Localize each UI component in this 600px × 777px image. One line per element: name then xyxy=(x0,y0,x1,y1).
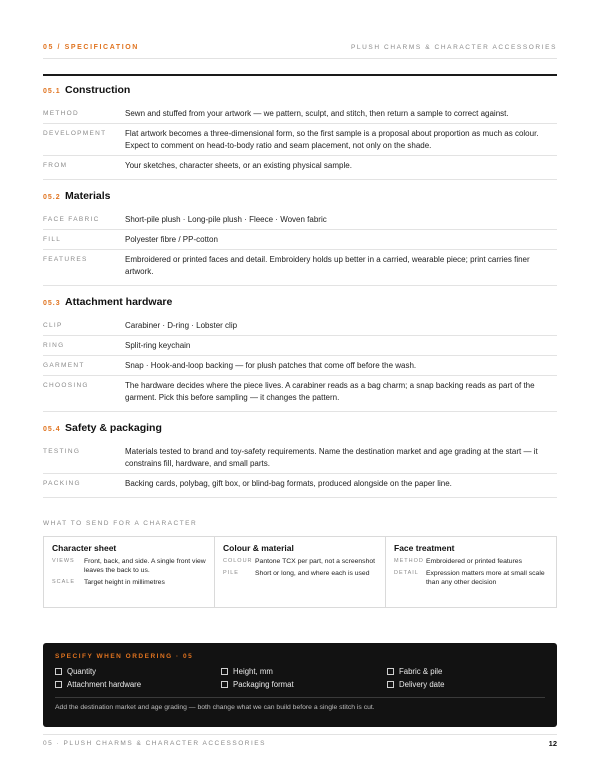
order-divider xyxy=(55,697,545,698)
spec-row xyxy=(43,442,557,473)
section-divider xyxy=(43,497,557,498)
spec-row xyxy=(43,155,557,175)
section-title: Materials xyxy=(65,190,111,202)
what-to-send-label: WHAT TO SEND FOR A CHARACTER xyxy=(43,520,198,527)
spec-key: FROM xyxy=(43,162,68,169)
order-note: Add the destination market and age grading — both change what we can build before a single stitch is cut. xyxy=(55,704,375,711)
section-number: 05.2 xyxy=(43,194,61,201)
section-title: Attachment hardware xyxy=(65,296,173,308)
spec-key: FILL xyxy=(43,236,62,243)
card-title: Colour & material xyxy=(223,543,294,553)
spec-row xyxy=(43,473,557,493)
spec-key: RING xyxy=(43,342,65,349)
order-item-height[interactable] xyxy=(221,667,387,676)
checkbox-icon[interactable] xyxy=(55,681,62,688)
card-key: VIEWS xyxy=(52,558,75,564)
section-divider xyxy=(43,411,557,412)
spec-content xyxy=(43,84,557,498)
checkbox-icon[interactable] xyxy=(221,681,228,688)
card-value: Expression matters more at small scale than any other decision xyxy=(426,570,545,586)
order-item-label: Fabric & pile xyxy=(399,667,443,676)
order-item-fabric-pile[interactable] xyxy=(387,667,545,676)
order-title: SPECIFY WHEN ORDERING · 05 xyxy=(55,653,194,660)
card-character-sheet xyxy=(44,537,214,607)
card-row xyxy=(394,557,548,566)
order-item-label: Quantity xyxy=(67,667,97,676)
card-key: DETAIL xyxy=(394,570,419,576)
order-item-quantity[interactable] xyxy=(55,667,221,676)
what-to-send-cards xyxy=(43,536,557,608)
page-number: 12 xyxy=(548,739,557,748)
card-key: PILE xyxy=(223,570,239,576)
section-number: 05.1 xyxy=(43,88,61,95)
spec-value: Polyester fibre / PP-cotton xyxy=(125,235,218,244)
order-item-label: Attachment hardware xyxy=(67,680,142,689)
section-heading xyxy=(43,296,557,310)
order-item-delivery-date[interactable] xyxy=(387,680,545,689)
spec-row xyxy=(43,355,557,375)
checkbox-icon[interactable] xyxy=(387,681,394,688)
footer-divider xyxy=(43,734,557,735)
section-heading xyxy=(43,84,557,98)
card-key: METHOD xyxy=(394,558,424,564)
spec-value: Backing cards, polybag, gift box, or blind-bag formats, produced alongside on the paper line. xyxy=(125,479,452,488)
order-item-packaging-format[interactable] xyxy=(221,680,387,689)
spec-row xyxy=(43,229,557,249)
card-row xyxy=(52,557,206,575)
spec-value: Materials tested to brand and toy-safety requirements. Name the destination market and age grading at the start — it constrains fill, hardware, and small parts. xyxy=(125,447,538,468)
section-safety-packaging xyxy=(43,422,557,498)
spec-value: Embroidered or printed faces and detail. Embroidery holds up better in a carried, wearable piece; print carries finer artwork. xyxy=(125,255,530,276)
spec-key: DEVELOPMENT xyxy=(43,130,107,137)
spec-key: TESTING xyxy=(43,448,81,455)
section-construction xyxy=(43,84,557,180)
spec-key: PACKING xyxy=(43,480,81,487)
card-row xyxy=(223,557,377,566)
order-spec-panel xyxy=(43,643,557,727)
checkbox-icon[interactable] xyxy=(387,668,394,675)
header-divider xyxy=(43,58,557,59)
title-rule xyxy=(43,74,557,76)
spec-key: CLIP xyxy=(43,322,63,329)
order-item-label: Height, mm xyxy=(233,667,273,676)
section-title: Construction xyxy=(65,84,131,96)
spec-value: The hardware decides where the piece lives. A carabiner reads as a bag charm; a snap backing reads as part of the garment. Pick this before sampling — it changes the pattern. xyxy=(125,381,535,402)
spec-value: Carabiner · D-ring · Lobster clip xyxy=(125,321,238,330)
running-title: PLUSH CHARMS & CHARACTER ACCESSORIES xyxy=(350,44,557,51)
footer-title: 05 · PLUSH CHARMS & CHARACTER ACCESSORIES xyxy=(43,740,266,747)
card-value: Front, back, and side. A single front view leaves the back to us. xyxy=(84,558,206,574)
card-value: Short or long, and where each is used xyxy=(255,570,370,577)
section-materials xyxy=(43,190,557,286)
section-heading xyxy=(43,422,557,436)
card-value: Pantone TCX per part, not a screenshot xyxy=(255,558,376,565)
card-row xyxy=(52,578,206,587)
spec-value: Flat artwork becomes a three-dimensional form, so the first sample is a proposal about proportion as much as colour. Expect to comment on head-to-body ratio and seam placement, not only on the shade. xyxy=(125,129,539,150)
section-number: 05.3 xyxy=(43,300,61,307)
spec-value: Short-pile plush · Long-pile plush · Fleece · Woven fabric xyxy=(125,215,327,224)
spec-key: FEATURES xyxy=(43,256,88,263)
card-face-treatment xyxy=(385,537,556,607)
card-row xyxy=(394,569,548,587)
spec-row xyxy=(43,335,557,355)
spec-row xyxy=(43,104,557,123)
page-footer xyxy=(43,739,557,748)
card-row xyxy=(223,569,377,578)
spec-key: FACE FABRIC xyxy=(43,216,100,223)
section-number: 05.4 xyxy=(43,426,61,433)
card-value: Embroidered or printed features xyxy=(426,558,522,565)
page-header xyxy=(43,44,557,51)
section-divider xyxy=(43,179,557,180)
card-colour-material xyxy=(214,537,385,607)
spec-key: CHOOSING xyxy=(43,382,89,389)
section-divider xyxy=(43,285,557,286)
card-key: SCALE xyxy=(52,579,76,585)
section-heading xyxy=(43,190,557,204)
spec-key: GARMENT xyxy=(43,362,85,369)
spec-row xyxy=(43,249,557,281)
card-title: Character sheet xyxy=(52,543,117,553)
spec-value: Your sketches, character sheets, or an existing physical sample. xyxy=(125,161,352,170)
spec-row xyxy=(43,316,557,335)
checkbox-icon[interactable] xyxy=(55,668,62,675)
spec-key: METHOD xyxy=(43,110,79,117)
order-item-attachment-hardware[interactable] xyxy=(55,680,221,689)
card-title: Face treatment xyxy=(394,543,455,553)
card-key: COLOUR xyxy=(223,558,253,564)
spec-row xyxy=(43,375,557,407)
section-label: 05 / SPECIFICATION xyxy=(43,44,139,51)
spec-row xyxy=(43,123,557,155)
spec-row xyxy=(43,210,557,229)
order-item-label: Delivery date xyxy=(399,680,445,689)
card-value: Target height in millimetres xyxy=(84,579,165,586)
spec-value: Snap · Hook-and-loop backing — for plush patches that come off before the wash. xyxy=(125,361,417,370)
spec-value: Sewn and stuffed from your artwork — we pattern, sculpt, and stitch, then return a sample to correct against. xyxy=(125,109,509,118)
section-attachment-hardware xyxy=(43,296,557,412)
order-item-label: Packaging format xyxy=(233,680,294,689)
section-title: Safety & packaging xyxy=(65,422,162,434)
spec-value: Split-ring keychain xyxy=(125,341,191,350)
checkbox-icon[interactable] xyxy=(221,668,228,675)
order-checklist xyxy=(55,667,545,689)
